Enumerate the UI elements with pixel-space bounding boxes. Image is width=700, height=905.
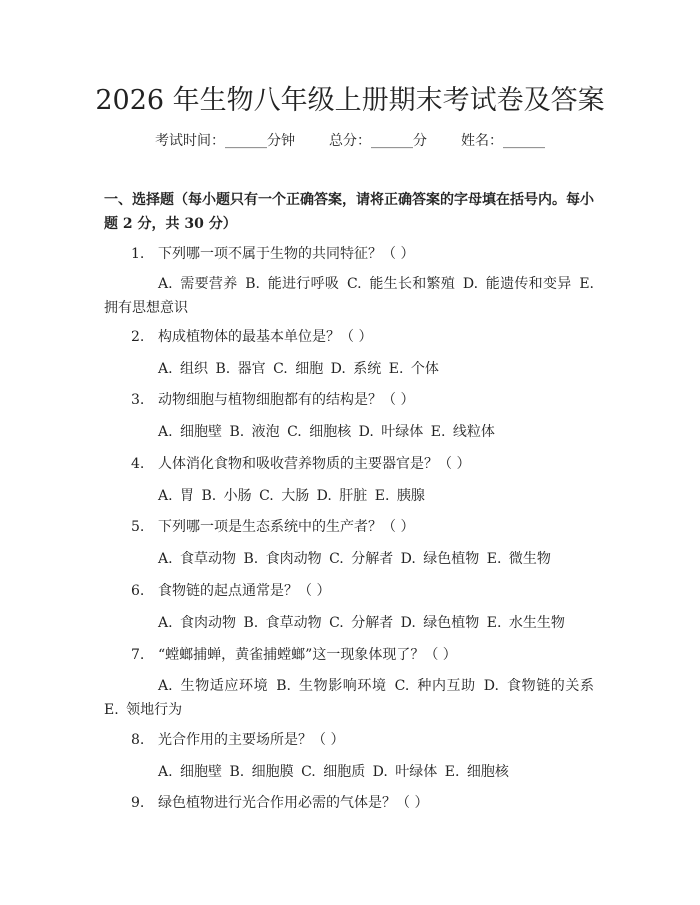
exam-info-line [0,131,700,151]
question-stem: 下列哪一项不属于生物的共同特征？（ ） [158,246,415,262]
question-stem: 构成植物体的最基本单位是？（ ） [158,329,373,345]
question-stem: 食物链的起点通常是？（ ） [158,583,331,599]
question-stem: 人体消化食物和吸收营养物质的主要器官是？（ ） [158,456,471,472]
question-3-options: A. 细胞壁 B. 液泡 C. 细胞核 D. 叶绿体 E. 线粒体 [158,424,495,440]
question-6-options: A. 食肉动物 B. 食草动物 C. 分解者 D. 绿色植物 E. 水生生物 [158,615,565,631]
question-stem: “螳螂捕蝉，黄雀捕螳螂”这一现象体现了？（ ） [158,647,457,663]
total-score-field: 总分：______分 [329,133,427,149]
exam-time-field: 考试时间：______分钟 [155,133,295,149]
exam-title: 2026 年生物八年级上册期末考试卷及答案 [95,85,605,116]
question-number: 9. [131,795,145,811]
question-number: 7. [131,647,145,663]
question-number: 2. [131,329,145,345]
question-number: 5. [131,519,145,535]
question-7-options: A. 生物适应环境 B. 生物影响环境 C. 种内互助 D. 食物链的关系 E. 领地行为 [104,678,594,718]
question-8-options: A. 细胞壁 B. 细胞膜 C. 细胞质 D. 叶绿体 E. 细胞核 [158,764,509,780]
question-stem: 光合作用的主要场所是？（ ） [158,732,345,748]
question-number: 8. [131,732,145,748]
question-5-options: A. 食草动物 B. 食肉动物 C. 分解者 D. 绿色植物 E. 微生物 [158,551,551,567]
question-number: 4. [131,456,145,472]
question-stem: 下列哪一项是生态系统中的生产者？（ ） [158,519,415,535]
section-heading: 一、选择题（每小题只有一个正确答案，请将正确答案的字母填在括号内。每小题 2 分，共 30 分） [104,192,594,232]
question-number: 1. [131,246,145,262]
question-number: 6. [131,583,145,599]
question-1-options: A. 需要营养 B. 能进行呼吸 C. 能生长和繁殖 D. 能遗传和变异 E. 拥有思想意识 [104,276,594,316]
question-stem: 绿色植物进行光合作用必需的气体是？（ ） [158,795,429,811]
student-name-field: 姓名：______ [461,133,545,149]
question-4-options: A. 胃 B. 小肠 C. 大肠 D. 肝脏 E. 胰腺 [158,488,425,504]
question-number: 3. [131,392,145,408]
question-2-options: A. 组织 B. 器官 C. 细胞 D. 系统 E. 个体 [158,361,439,377]
question-stem: 动物细胞与植物细胞都有的结构是？（ ） [158,392,415,408]
